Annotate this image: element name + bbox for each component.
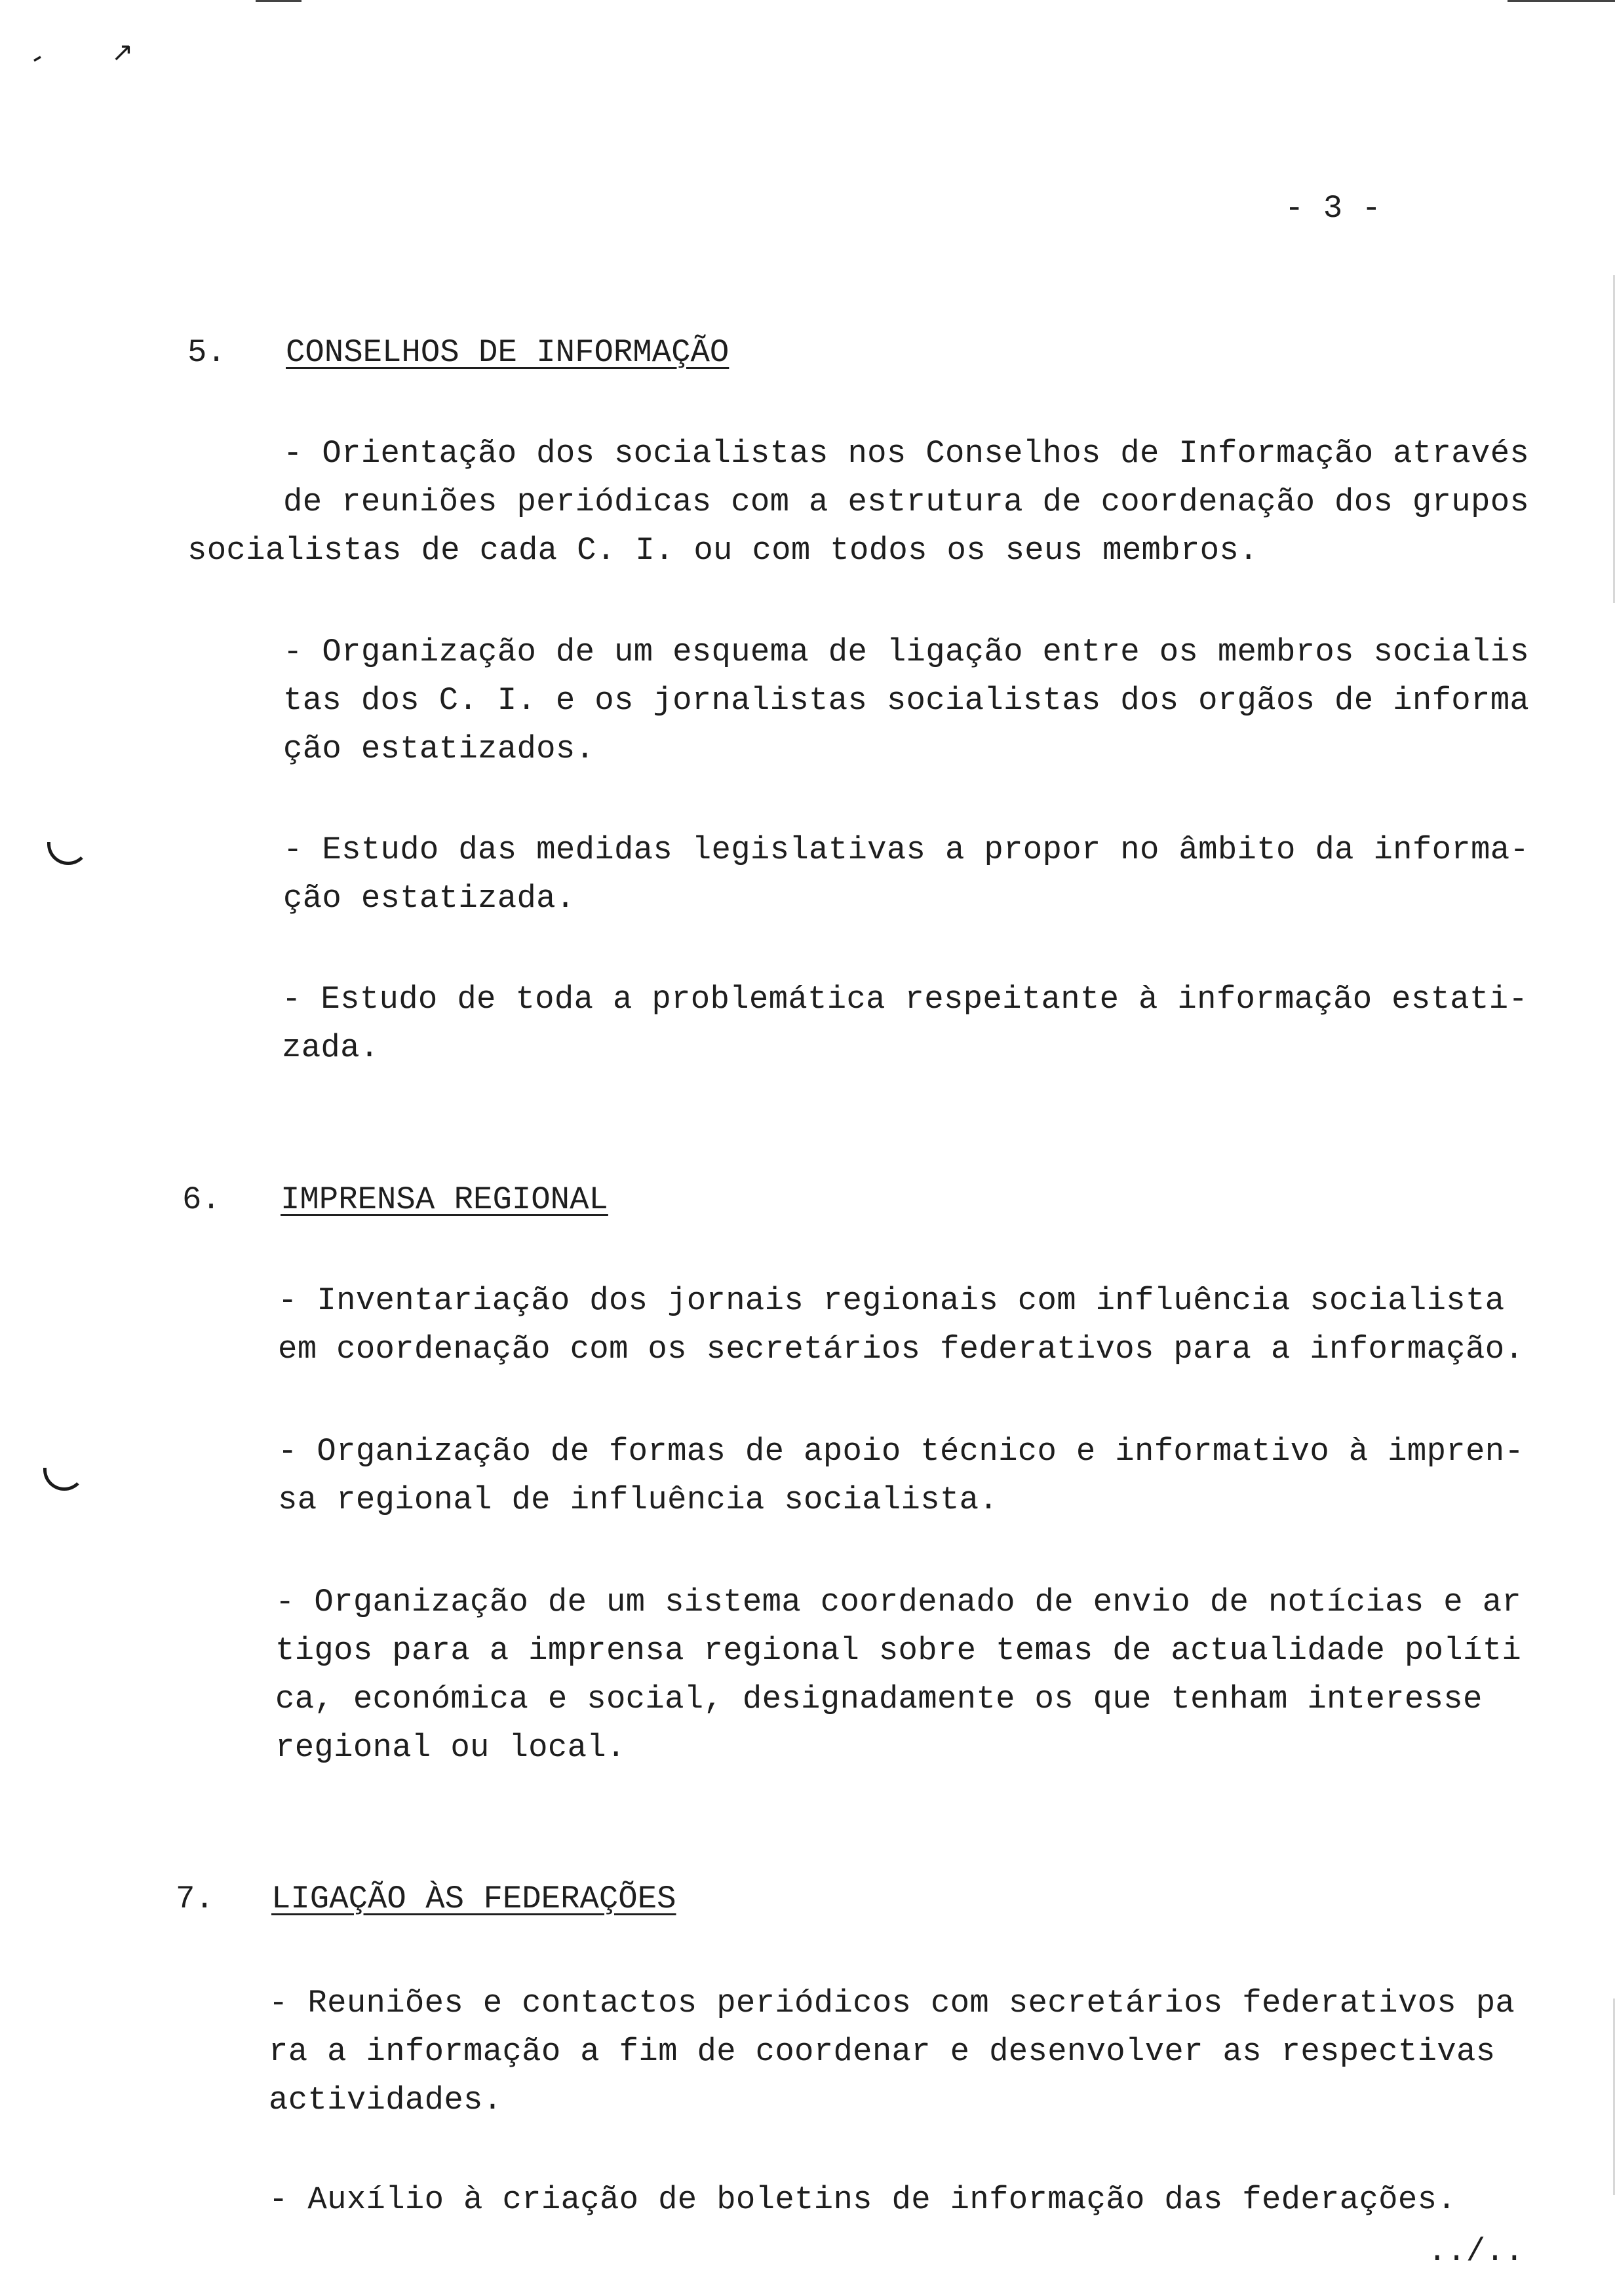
section-title: LIGAÇÃO ÀS FEDERAÇÕES [271,1881,676,1917]
paragraph-line: - Estudo das medidas legislativas a propor no âmbito da informa- [283,832,1530,868]
paragraph [278,1276,1524,1373]
punch-mark-top-left-1: ‑ [24,40,50,75]
paragraph-line: sa regional de influência socialista. [278,1482,999,1518]
section-title: CONSELHOS DE INFORMAÇÃO [286,334,730,371]
paragraph-line: tas dos C. I. e os jornalistas socialistas dos orgãos de informa [283,682,1530,719]
paragraph-line: em coordenação com os secretários federativos para a informação. [278,1331,1525,1368]
paragraph-line: ção estatizados. [283,731,595,767]
scan-edge-top-left [256,0,302,2]
paragraph-line: tigos para a imprensa regional sobre temas de actualidade políti [275,1632,1522,1669]
punch-mark-top-left-2: ↗ [111,37,134,67]
paragraph-line: ção estatizada. [283,880,575,917]
paragraph [275,1578,1521,1772]
paragraph-line: - Organização de um sistema coordenado de envio de notícias e ar [275,1584,1522,1620]
paragraph [278,1427,1524,1524]
paragraph-line: ra a informação a fim de coordenar e desenvolver as respectivas [269,2033,1496,2070]
paragraph-line: actividades. [269,2082,503,2118]
paragraph-line: - Estudo de toda a problemática respeitante à informação estati- [282,981,1528,1018]
paragraph-line: - Auxílio à criação de boletins de informação das federações. [269,2181,1456,2218]
paragraph-line: de reuniões periódicas com a estrutura de coordenação dos grupos [283,484,1530,520]
binder-hole-mark-lower [43,1468,85,1491]
line-text: - Organização de um esquema de ligação entre os membros socialis [283,634,1530,670]
paragraph [283,826,1529,923]
paragraph [269,2175,1456,2224]
page-number: - 3 - [1285,190,1382,227]
scan-edge-top-right [1508,0,1615,2]
paragraph [283,628,1529,773]
paragraph [187,429,1529,575]
paragraph-line: - Orientação dos socialistas nos Conselhos de Informação através [283,435,1530,472]
section-number: 7. [176,1881,214,1917]
section-number: 6. [182,1181,221,1218]
paragraph [282,975,1528,1072]
binder-hole-mark-upper [47,842,89,865]
paragraph-line: - Inventariação dos jornais regionais com influência socialista [278,1282,1505,1319]
paragraph-line: - Organização de formas de apoio técnico e informativo à impren- [278,1433,1525,1470]
paragraph [269,1979,1515,2124]
section-title: IMPRENSA REGIONAL [281,1181,608,1218]
paragraph-line [283,628,1529,676]
paragraph-line: ca, económica e social, designadamente os que tenham interesse [275,1681,1483,1717]
section-number: 5. [187,334,226,371]
paragraph-line: - Reuniões e contactos periódicos com secretários federativos pa [269,1985,1515,2021]
continuation-mark: ../.. [1428,2233,1525,2270]
paragraph-line: regional ou local. [275,1729,626,1766]
paragraph-line: socialistas de cada C. I. ou com todos os seus membros. [187,532,1258,569]
paragraph-line: zada. [282,1029,379,1066]
